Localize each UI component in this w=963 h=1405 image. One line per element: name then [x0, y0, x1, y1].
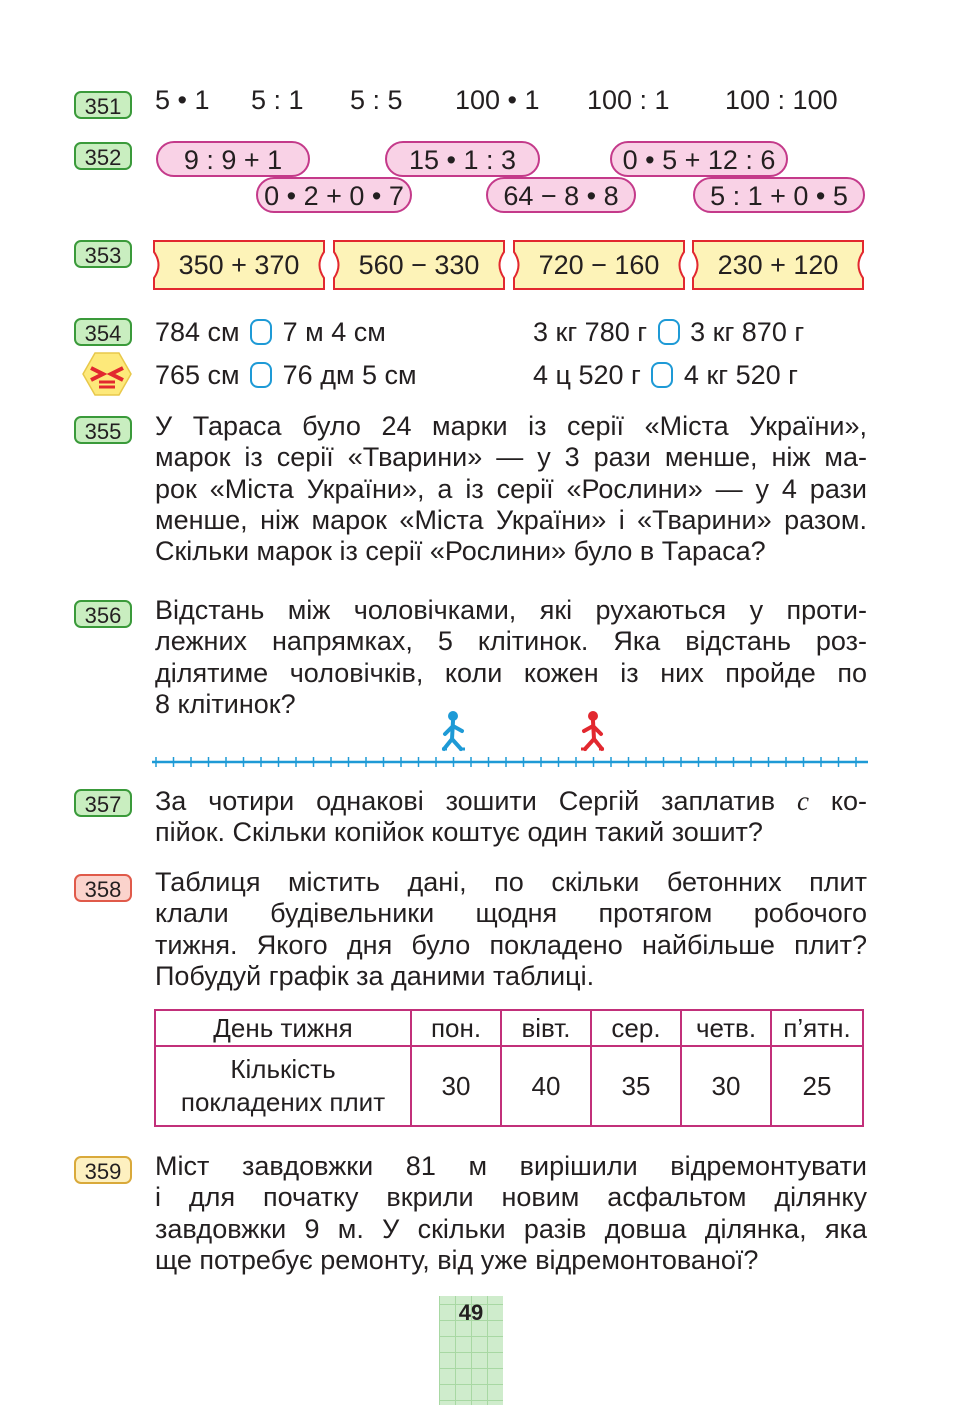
expression: 5 : 1: [251, 85, 304, 115]
text-line: Побудуй графік за даними таблиці.: [155, 960, 595, 991]
text-line: рок «Міста України», а із серії «Рослини» — у 4 рази: [155, 473, 867, 504]
compare-sign-icon: [82, 351, 132, 397]
comparison-right: 76 дм 5 см: [282, 360, 417, 390]
task-number-354: 354: [74, 318, 132, 346]
expression-oval: 0 • 2 + 0 • 7: [256, 177, 412, 213]
comparison-right: 3 кг 870 г: [690, 317, 805, 347]
table-row: [155, 1046, 863, 1126]
expression-text: 720 − 160: [538, 250, 660, 280]
comparison-left: 784 см: [155, 317, 240, 347]
text-line: Скільки марок із серії «Рослини» було в Тараса?: [155, 536, 766, 567]
problem-text-355: [155, 411, 867, 567]
data-table: [154, 1009, 864, 1127]
text-line: завдовжки 9 м. У скільки разів довша ділянка, яка: [155, 1213, 867, 1244]
problem-text-358: [155, 867, 867, 992]
expression-oval: 9 : 9 + 1: [156, 141, 310, 177]
expression-text: 560 − 330: [358, 250, 480, 280]
expression-card: [333, 240, 505, 290]
variable: c: [796, 786, 809, 816]
expression-text: 230 + 120: [717, 250, 839, 280]
walking-man-red-icon: [581, 711, 604, 749]
table-header-row: [155, 1010, 863, 1046]
problem-text-359: [155, 1151, 867, 1276]
table-cell: 35: [591, 1046, 681, 1126]
answer-box[interactable]: [250, 362, 272, 388]
comparison-right: 7 м 4 см: [282, 317, 386, 347]
text-line: Кількість: [230, 1054, 336, 1084]
table-header-cell: сер.: [591, 1010, 681, 1046]
number-line-figure: [150, 705, 870, 775]
comparison-right: 4 кг 520 г: [683, 360, 798, 390]
expression: 5 : 5: [350, 85, 403, 115]
expression: 100 : 1: [587, 85, 670, 115]
text-line: лежних напрямках, 5 клітинок. Яка відстань роз-: [155, 626, 867, 657]
table-header-cell: День тижня: [155, 1010, 411, 1046]
comparison-row: [155, 317, 386, 348]
page-number-box: [439, 1296, 503, 1405]
table-header-cell: четв.: [681, 1010, 771, 1046]
task-number-353: 353: [74, 240, 132, 268]
text-line: покладених плит: [180, 1087, 386, 1117]
expression-oval: 5 : 1 + 0 • 5: [693, 177, 865, 213]
comparison-row: [155, 360, 417, 391]
text-line: ділятиме чоловічків, коли кожен із них пройде по: [155, 657, 867, 688]
table-cell: 25: [771, 1046, 863, 1126]
expression: 100 • 1: [455, 85, 540, 115]
task-number-352: 352: [74, 142, 132, 170]
expression-card: [153, 240, 325, 290]
comparison-left: 3 кг 780 г: [533, 317, 648, 347]
task-number-355: 355: [74, 416, 132, 444]
problem-text-357: [155, 786, 867, 849]
answer-box[interactable]: [651, 362, 673, 388]
table-header-cell: пон.: [411, 1010, 501, 1046]
walking-man-blue-icon: [442, 711, 465, 749]
text-line: клали будівельники щодня протягом робочого: [155, 898, 867, 929]
text-line: [155, 786, 867, 817]
expression-text: 350 + 370: [178, 250, 300, 280]
task-number-356: 356: [74, 600, 132, 628]
table-row-label: [155, 1046, 411, 1126]
text-line: пійок. Скільки копійок коштує один такий зошит?: [155, 817, 763, 848]
expression-card: [692, 240, 864, 290]
text-line: Таблиця містить дані, по скільки бетонних плит: [155, 867, 867, 897]
text-line: менше, ніж марок «Міста України» і «Тварини» разом.: [155, 504, 867, 535]
answer-box[interactable]: [250, 319, 272, 345]
text-line: тижня. Якого дня було покладено найбільше плит?: [155, 929, 867, 960]
expression-oval: 15 • 1 : 3: [385, 141, 540, 177]
text-line: У Тараса було 24 марки із серії «Міста України»,: [155, 411, 867, 441]
expression: 100 : 100: [725, 85, 838, 115]
expression: 5 • 1: [155, 85, 210, 115]
text-line: 8 клітинок?: [155, 688, 296, 719]
table-cell: 30: [411, 1046, 501, 1126]
answer-box[interactable]: [658, 319, 680, 345]
table-cell: 40: [501, 1046, 591, 1126]
problem-text-356: [155, 595, 867, 720]
comparison-left: 4 ц 520 г: [533, 360, 641, 390]
task-number-359: 359: [74, 1156, 132, 1184]
text-line: ще потребує ремонту, від уже відремонтованої?: [155, 1244, 759, 1275]
table-header-cell: вівт.: [501, 1010, 591, 1046]
comparison-row: [533, 360, 798, 391]
text-fragment: ко-: [830, 786, 867, 816]
text-line: Відстань між чоловічками, які рухаються у проти-: [155, 595, 867, 625]
expression-oval: 0 • 5 + 12 : 6: [610, 141, 788, 177]
task-number-351: 351: [74, 91, 132, 119]
comparison-row: [533, 317, 804, 348]
number-line: [150, 705, 870, 775]
text-line: Міст завдовжки 81 м вирішили відремонтувати: [155, 1151, 867, 1181]
text-line: марок із серії «Тварини» — у 3 рази менше, ніж ма-: [155, 442, 867, 473]
expression-oval: 64 − 8 • 8: [486, 177, 636, 213]
expression-card: [513, 240, 685, 290]
comparison-left: 765 см: [155, 360, 240, 390]
task-number-358: 358: [74, 874, 132, 902]
page-number: 49: [458, 1300, 484, 1325]
table-cell: 30: [681, 1046, 771, 1126]
table-header-cell: п’ятн.: [771, 1010, 863, 1046]
text-line: і для початку вкрили новим асфальтом ділянку: [155, 1182, 867, 1213]
task-number-357: 357: [74, 789, 132, 817]
text-fragment: За чотири однакові зошити Сергій заплатив: [155, 786, 776, 816]
